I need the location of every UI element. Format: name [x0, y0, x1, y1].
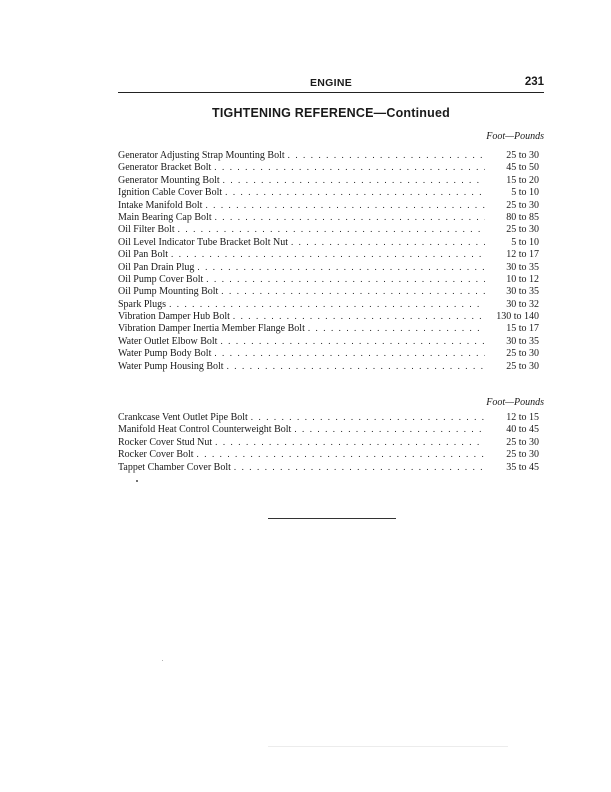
part-name: Spark Plugs [118, 298, 167, 310]
running-header [118, 76, 544, 93]
torque-value: 12 to 17 [506, 249, 539, 261]
torque-value: 30 to 32 [506, 298, 539, 310]
part-name: Oil Pan Bolt [118, 249, 169, 261]
table-row [118, 236, 539, 248]
table-row [118, 436, 539, 448]
end-rule [268, 518, 396, 519]
leader-dots [223, 174, 485, 186]
part-name: Water Pump Body Bolt [118, 348, 212, 360]
leader-dots [178, 223, 485, 235]
table-row [118, 149, 539, 161]
part-name: Generator Bracket Bolt [118, 162, 212, 174]
leader-dots [251, 411, 485, 423]
table-row [118, 174, 539, 186]
torque-value: 12 to 15 [506, 412, 539, 423]
table-row [118, 310, 539, 322]
part-name: Generator Adjusting Strap Mounting Bolt [118, 150, 285, 161]
table-row [118, 411, 539, 423]
part-name: Rocker Cover Bolt [118, 449, 194, 461]
table-row [118, 322, 539, 334]
part-name: Vibration Damper Hub Bolt [118, 311, 230, 323]
part-name: Tappet Chamber Cover Bolt [118, 461, 231, 473]
table-row [118, 335, 539, 347]
leader-dots [227, 360, 485, 372]
table-row [118, 285, 539, 297]
torque-value: 25 to 30 [506, 436, 539, 448]
section-name: ENGINE [309, 77, 353, 89]
leader-dots [221, 285, 485, 297]
torque-value: 25 to 30 [506, 449, 539, 461]
leader-dots [288, 149, 485, 161]
part-name: Main Bearing Cap Bolt [118, 211, 212, 223]
torque-value: 30 to 35 [506, 286, 539, 298]
part-name: Manifold Heat Control Counterweight Bolt [118, 424, 292, 436]
leader-dots [197, 448, 485, 460]
page-title: TIGHTENING REFERENCE—Continued [212, 106, 450, 120]
torque-value: 25 to 30 [506, 224, 539, 236]
torque-value: 25 to 30 [506, 360, 539, 372]
part-name: Oil Pump Cover Bolt [118, 273, 204, 285]
part-name: Oil Level Indicator Tube Bracket Bolt Nut [118, 236, 288, 248]
part-name: Ignition Cable Cover Bolt [118, 187, 223, 199]
table-row [118, 186, 539, 198]
page-number: 231 [524, 76, 544, 88]
part-name: Water Pump Housing Bolt [118, 360, 224, 372]
table-row [118, 261, 539, 273]
table-row [118, 448, 539, 460]
part-name: Water Outlet Elbow Bolt [118, 335, 218, 347]
torque-value: 25 to 30 [506, 348, 539, 360]
leader-dots [206, 273, 485, 285]
leader-dots [171, 248, 485, 260]
torque-value: 45 to 50 [506, 162, 539, 174]
leader-dots [294, 423, 485, 435]
part-name: Oil Pan Drain Plug [118, 261, 195, 273]
torque-value: 30 to 35 [506, 261, 539, 273]
leader-dots [169, 298, 485, 310]
torque-value: 25 to 30 [506, 199, 539, 211]
part-name: Vibration Damper Inertia Member Flange Bolt [118, 323, 305, 335]
leader-dots [214, 161, 485, 173]
table-row [118, 161, 539, 173]
torque-value: 15 to 20 [506, 174, 539, 186]
leader-dots [220, 335, 485, 347]
torque-value: 35 to 45 [506, 461, 539, 473]
unit-heading-2: Foot—Pounds [486, 397, 544, 408]
table-row [118, 211, 539, 223]
torque-value: 10 to 12 [506, 273, 539, 285]
table-row [118, 461, 539, 473]
torque-value: 5 to 10 [511, 236, 539, 248]
table-row [118, 360, 539, 372]
leader-dots [291, 236, 485, 248]
part-name: Generator Mounting Bolt [118, 174, 220, 186]
leader-dots [233, 310, 485, 322]
part-name: Rocker Cover Stud Nut [118, 436, 213, 448]
torque-value: 80 to 85 [506, 211, 539, 223]
faint-scan-line [268, 746, 508, 747]
leader-dots [308, 322, 485, 334]
part-name: Oil Filter Bolt [118, 224, 175, 236]
unit-heading-1: Foot—Pounds [486, 131, 544, 142]
torque-value: 130 to 140 [496, 311, 539, 323]
leader-dots [214, 347, 485, 359]
table-row [118, 423, 539, 435]
torque-value: 40 to 45 [506, 424, 539, 436]
table-row [118, 199, 539, 211]
table-row [118, 223, 539, 235]
torque-value: 30 to 35 [506, 335, 539, 347]
table-row [118, 248, 539, 260]
torque-table-2 [118, 411, 539, 473]
leader-dots [234, 461, 485, 473]
print-speck [162, 660, 163, 661]
part-name: Oil Pump Mounting Bolt [118, 286, 219, 298]
leader-dots [197, 261, 485, 273]
torque-value: 5 to 10 [511, 187, 539, 199]
leader-dots [215, 211, 485, 223]
table-row [118, 298, 539, 310]
table-row [118, 273, 539, 285]
part-name: Intake Manifold Bolt [118, 199, 203, 211]
torque-value: 15 to 17 [506, 323, 539, 335]
leader-dots [225, 186, 485, 198]
table-row [118, 347, 539, 359]
torque-table-1 [118, 149, 539, 372]
torque-value: 25 to 30 [506, 150, 539, 161]
leader-dots [205, 199, 485, 211]
leader-dots [215, 436, 485, 448]
print-speck [136, 480, 138, 482]
part-name: Crankcase Vent Outlet Pipe Bolt [118, 412, 248, 423]
